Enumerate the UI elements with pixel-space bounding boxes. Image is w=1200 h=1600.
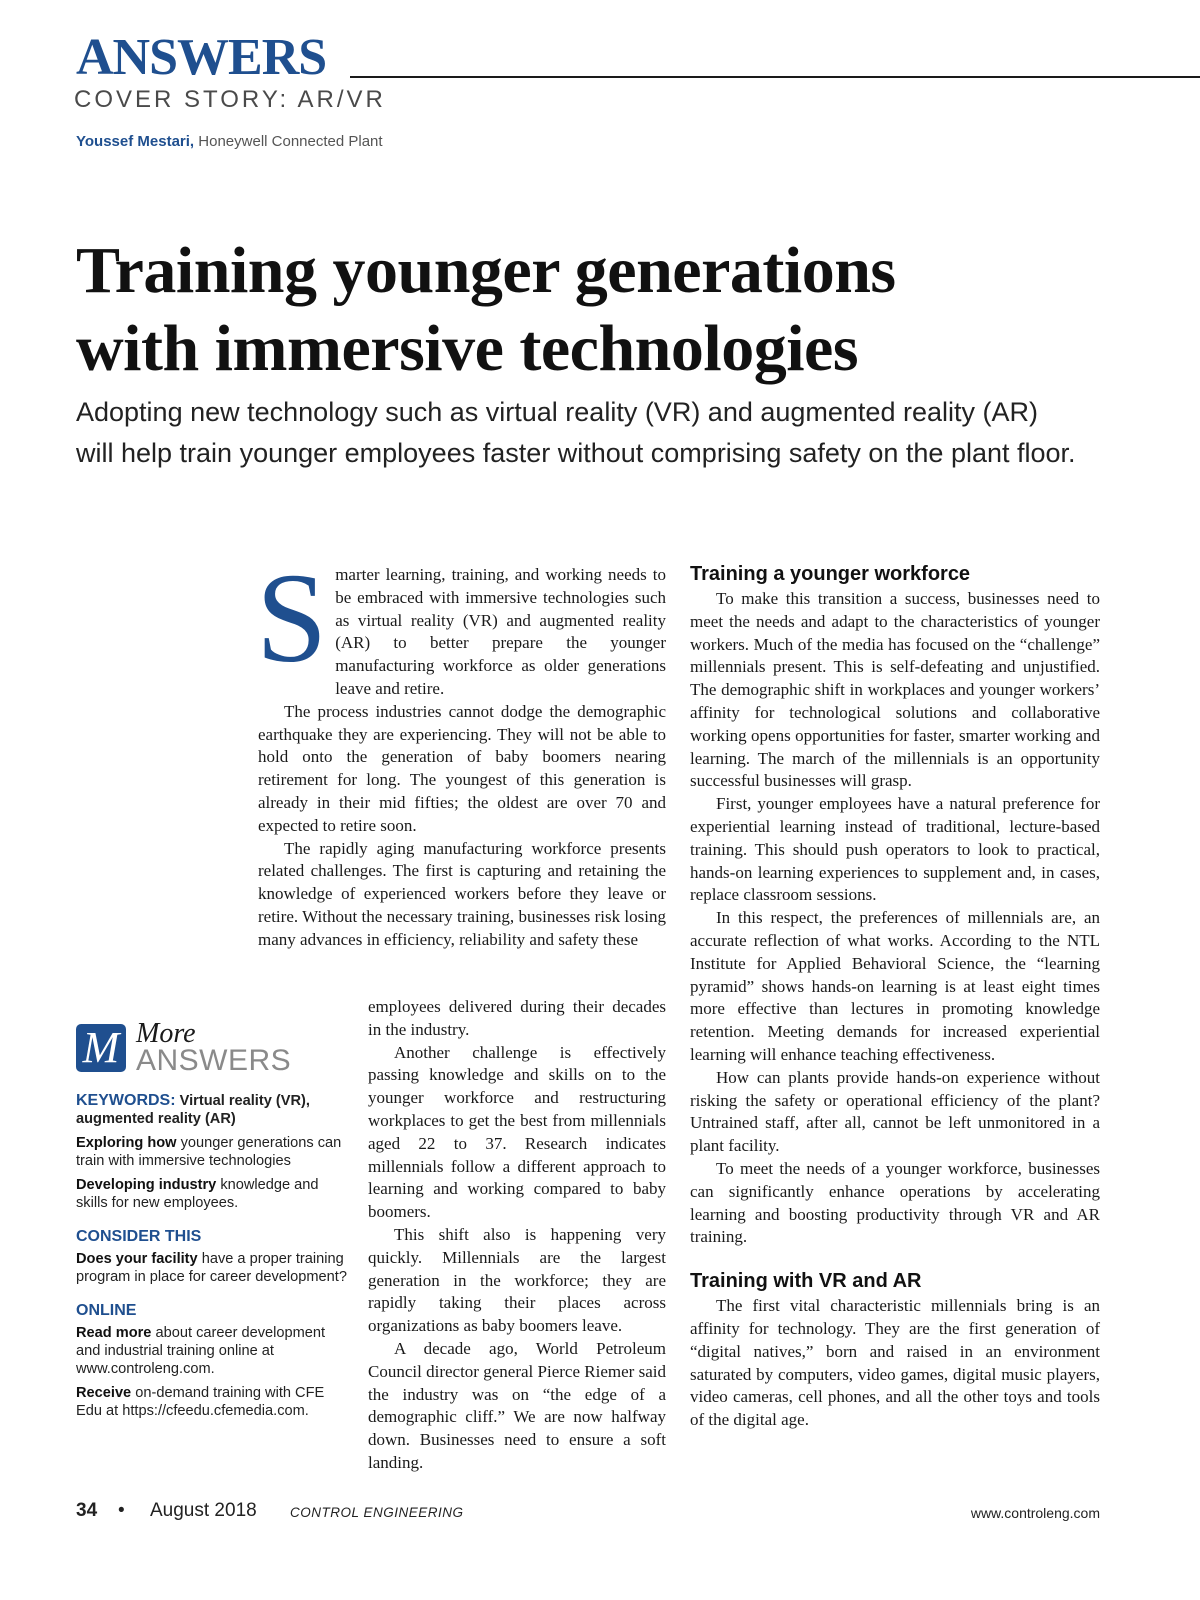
keywords-label: KEYWORDS: xyxy=(76,1092,176,1109)
drop-cap: S xyxy=(256,547,328,689)
sidebar-item: Receive on-demand training with CFE Edu at https://cfeedu.cfemedia.com. xyxy=(76,1385,325,1419)
sidebar-item: Does your facility have a proper training program in place for career development? xyxy=(76,1251,347,1285)
body-paragraph: In this respect, the preferences of millennials are, an accurate reflection of what works. According to the NTL Institute for Applied Behavioral Science, the “learning pyramid” shows hands-on learning is at least eight times more effective than lectures in promoting knowledge retention. Meeting demands for increased experiential learning will enhance teaching effectiveness. xyxy=(690,908,1100,1064)
body-paragraph: This shift also is happening very quickly. Millennials are the largest generation in the workforce; they are rapidly taking their places across organizations as baby boomers leave. xyxy=(368,1224,666,1336)
author-name: Youssef Mestari, xyxy=(76,133,195,150)
body-paragraph: employees delivered during their decades in the industry. xyxy=(368,997,666,1039)
body-paragraph: How can plants provide hands-on experience without risking the safety or operational efficiency of the plant? Untrained staff, after all, cannot be left unmonitored in a plant facility. xyxy=(690,1067,1100,1156)
body-paragraph: First, younger employees have a natural preference for experiential learning instead of traditional, lecture-based training. This should push operators to look to practical, hands-on learning experiences to supplement and, in cases, replace classroom sessions. xyxy=(690,794,1100,905)
body-column-2 xyxy=(690,562,1100,1432)
body-paragraph: The rapidly aging manufacturing workforce presents related challenges. The first is capturing and retaining the knowledge of experienced workers before they leave or retire. Without the necessary training, businesses risk losing many advances in efficiency, reliability and safety these xyxy=(258,838,666,949)
footer-bullet: • xyxy=(118,1500,125,1521)
logo-more-text: More xyxy=(136,1018,196,1049)
subhead-training-vr-ar: Training with VR and AR xyxy=(690,1270,922,1293)
m-logo-icon: M xyxy=(76,1024,126,1072)
more-answers-sidebar xyxy=(76,1018,351,1426)
consider-this-heading: CONSIDER THIS xyxy=(76,1228,202,1245)
keywords xyxy=(76,1092,351,1128)
deck: Adopting new technology such as virtual reality (VR) and augmented reality (AR) will help train younger employees faster without comprising safety on the plant floor. xyxy=(76,397,1076,468)
body-paragraph: The process industries cannot dodge the demographic earthquake they are experiencing. They will not be able to hold onto the generation of baby boomers nearing retirement for long. The youngest of this generation is already in their mid fifties; the oldest are over 70 and expected to retire soon. xyxy=(258,701,666,835)
subhead-training-younger-workforce: Training a younger workforce xyxy=(690,563,971,585)
body-column-1 xyxy=(256,547,666,952)
publication-name: CONTROL ENGINEERING xyxy=(290,1505,464,1520)
section-label: ANSWERS xyxy=(76,29,327,86)
headline-line-2: with immersive technologies xyxy=(76,312,859,385)
subsection-label: COVER STORY: AR/VR xyxy=(74,86,386,113)
body-paragraph: Another challenge is effectively passing knowledge and skills on to the younger workforce and restructuring workplaces to get the best from millennials aged 22 to 37. Research indicates millennials follow a different approach to learning and working compared to baby boomers. xyxy=(368,1042,666,1222)
online-heading: ONLINE xyxy=(76,1302,137,1319)
logo-answers-text: ANSWERS xyxy=(136,1044,292,1077)
more-answers-logo xyxy=(76,1018,351,1078)
header-rule xyxy=(350,76,1200,78)
page-number: 34 xyxy=(76,1500,98,1521)
body-paragraph: To make this transition a success, businesses need to meet the needs and adapt to the characteristics of younger workers. Much of the media has focused on the “challenge” millennials present. This is self-defeating and unjustified. The demographic shift in workplaces and younger workers’ affinity for technological solutions and collaborative working opens opportunities for faster, smarter working and learning. The march of the millennials is an opportunity successful businesses will grasp. xyxy=(690,589,1100,791)
headline-line-1: Training younger generations xyxy=(76,234,896,307)
headline xyxy=(76,232,1156,388)
sidebar-item: Read more about career development and industrial training online at www.controleng.com. xyxy=(76,1325,326,1377)
sidebar-item: Exploring how younger generations can train with immersive technologies xyxy=(76,1135,342,1169)
byline xyxy=(76,133,383,150)
body-paragraph: To meet the needs of a younger workforce, businesses can significantly enhance operations by accelerating learning and boosting productivity through VR and AR training. xyxy=(690,1158,1100,1247)
body-paragraph: A decade ago, World Petroleum Council director general Pierce Riemer said the industry was on “the edge of a demographic cliff.” We are now halfway down. Businesses need to ensure a soft landing. xyxy=(368,1338,666,1472)
keywords-value: Virtual reality (VR), augmented reality (AR) xyxy=(76,1093,310,1127)
issue-date: August 2018 xyxy=(150,1500,257,1521)
body-paragraph: Smarter learning, training, and working needs to be embraced with immersive technologies such as virtual reality (VR) and augmented reality (AR) to better prepare the younger manufacturing workforce as older generations leave and retire. xyxy=(256,547,666,698)
sidebar-item: Developing industry knowledge and skills for new employees. xyxy=(76,1177,319,1211)
author-affiliation: Honeywell Connected Plant xyxy=(198,133,383,150)
publication-url: www.controleng.com xyxy=(970,1505,1100,1521)
body-column-1-continued xyxy=(368,996,666,1475)
body-paragraph: The first vital characteristic millennials bring is an affinity for technology. They are the first generation of “digital natives,” born and raised in an environment saturated by computers, video games, digital music players, video cameras, cell phones, and all the other toys and tools of the digital age. xyxy=(690,1296,1100,1430)
